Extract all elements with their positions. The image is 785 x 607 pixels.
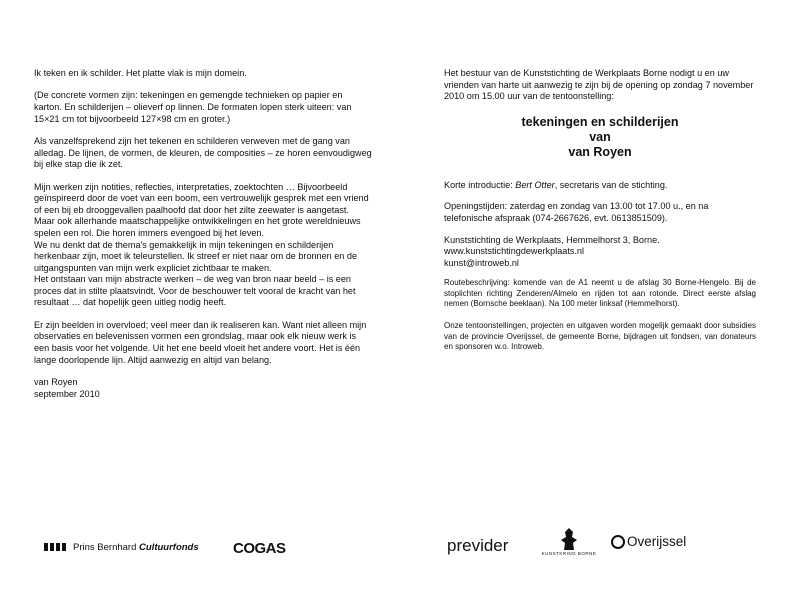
abundance-paragraph: Er zijn beelden in overvloed; veel meer dan ik realiseren kan. Want niet alleen mijn observaties en belevenissen vormen een grondslag, maar ook elk nieuw werk is een basis voor het volgende. Uit het ene beeld vloeit het andere voort. Het is één lange doorlopende lijn. Altijd aanwezig en altijd van belang. [34,319,367,365]
address-line: Kunststichting de Werkplaats, Hemmelhorst 3, Borne. [444,234,660,245]
cogas-logo [233,540,286,557]
exhibition-title [444,115,756,160]
kunstkring-borne-logo [541,528,597,556]
cultuurfonds-icon [44,542,70,552]
pb-name: Prins Bernhard [73,542,137,553]
email-link[interactable]: kunst@introweb.nl [444,257,519,268]
left-column [34,68,372,400]
intro-name: Bert Otter [515,179,555,190]
intro-line [444,180,756,192]
prins-bernhard-cultuurfonds-logo [44,542,199,553]
cogas-wordmark: COGAS [233,540,286,557]
inspiration-paragraph: Mijn werken zijn notities, reflecties, interpretaties, zoektochten … Bijvoorbeeld geïnspireerd door de voet van een boom, een vertrouwelijk gesprek met een vriend of een bij eb drooggevallen paalhoofd dat door het zilte zeewater is aangetast. Maar ook allerhande maatschappelijke ontwikkelingen en het grote wereldnieuws spelen een rol. Die horen immers evengoed bij het leven. [34,181,369,238]
daily-paragraph: Als vanzelfsprekend zijn het tekenen en schilderen verweven met de gang van alledag. De lijnen, de vormen, de kleuren, de composities – ze horen eenvoudigweg bij elke stap die ik zet. [34,135,372,170]
overijssel-wordmark: Overijssel [627,534,687,549]
website-link[interactable]: www.kunststichtingdewerkplaats.nl [444,246,585,257]
process-paragraph: Het ontstaan van mijn abstracte werken – de weg van bron naar beeld – is een proces dat in stilte plaatsvindt. Voor de beschouwer telt vooral de kracht van het resultaat … dat hopelijk geen uitleg nodig heeft. [34,274,356,308]
media-paragraph: (De concrete vormen zijn: tekeningen en gemengde technieken op papier en karton. En schilderijen – olieverf op linnen. De formaten lopen sterk uiteen: van 15×21 cm tot bijvoorbeeld 127×98 cm en groter.) [34,90,352,124]
opening-hours: Openingstijden: zaterdag en zondag van 13.00 tot 17.00 u., en na telefonische afspraak (074-2667626, evt. 0613851509). [444,201,709,223]
title-line-3: van Royen [568,144,632,159]
invitation-text: Het bestuur van de Kunststichting de Werkplaats Borne nodigt u en uw vrienden van harte uit aanwezig te zijn bij de opening op zondag 7 november 2010 om 15.00 uur van de tentoonstelling: [444,68,754,102]
overijssel-ring-icon [611,535,625,549]
signature-name: van Royen [34,377,78,388]
intro-rest: , secretaris van de stichting. [554,179,668,190]
kwb-caption: KUNSTKRING BORNE [541,551,597,556]
address-block [444,235,756,270]
themes-paragraph: We nu denkt dat de thema's gemakkelijk in mijn tekeningen en schilderijen herkenbaar zijn, moet ik teleurstellen. Ik streef er niet naar om de bronnen en de uitgangspunten van mijn werk expliciet zichtbaar te maken. [34,239,358,273]
overijssel-logo [611,534,686,549]
title-line-1: tekeningen en schilderijen [521,114,679,129]
sponsors-text: Onze tentoonstellingen, projecten en uitgaven worden mogelijk gemaakt door subsidies van de provincie Overijssel, de gemeente Borne, bijdragen uit fondsen, van donateurs en sponsoren w.o. Introweb. [444,321,756,351]
right-column [444,68,756,362]
pb-fund: Cultuurfonds [139,542,199,553]
signature-date: september 2010 [34,388,100,399]
title-line-2: van [589,129,611,144]
route-description: Routebeschrijving: komende van de A1 neemt u de afslag 30 Borne-Hengelo. Bij de stoplichten richting Zenderen/Almelo en rijden tot aan rotonde. Direct eerste afslag nemen (Bornsche beeklaan). Na 100 meter linksaf (Hemmelhorst). [444,278,756,308]
previder-wordmark: previder [447,536,509,555]
previder-logo [447,536,508,556]
crest-icon [559,528,579,550]
intro-label: Korte introductie: [444,179,516,190]
intro-paragraph: Ik teken en ik schilder. Het platte vlak is mijn domein. [34,68,247,78]
